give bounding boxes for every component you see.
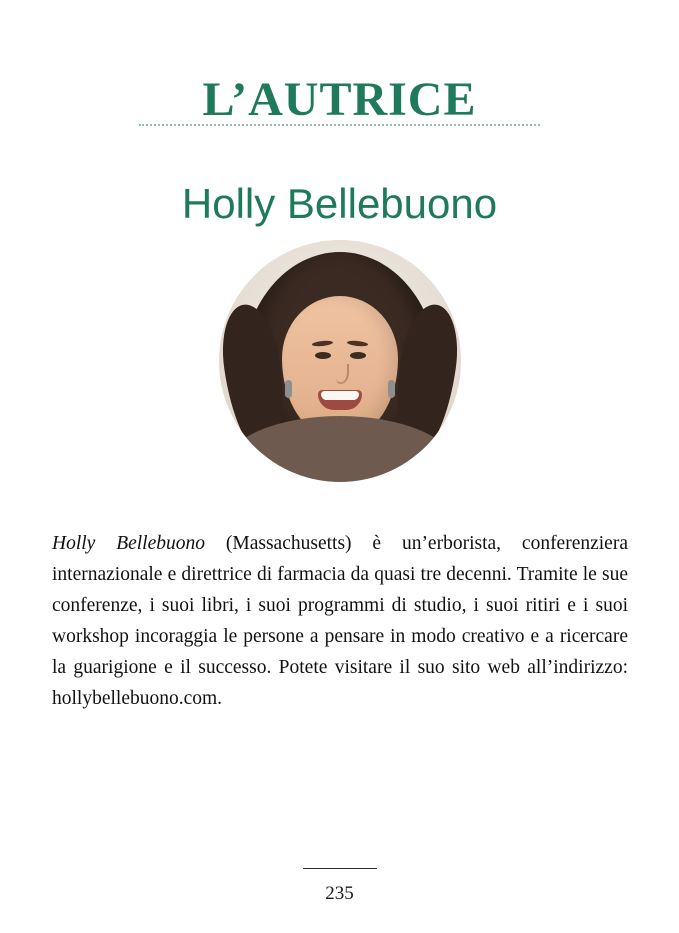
page-number: 235 — [325, 883, 354, 904]
portrait-mouth — [318, 390, 362, 410]
author-bio-lead: Holly Bellebuono — [52, 532, 206, 554]
author-bio — [52, 528, 628, 714]
author-bio-text: (Massachusetts) è un’erborista, conferenziera internazionale e direttrice di farmacia da quasi tre decenni. Tramite le sue conferenze, i suoi libri, i suoi programmi di studio, i suoi ritiri e i suoi workshop incoraggia le persone a pensare in modo creativo e a ricercare la guarigione e il successo. Potete visitare il suo sito web all’indirizzo: hollybellebuono.com. — [52, 532, 628, 709]
title-divider — [139, 124, 540, 126]
author-name: Holly Bellebuono — [181, 179, 498, 227]
portrait-eye-right — [350, 352, 366, 359]
portrait-eye-left — [315, 352, 331, 359]
page-title: L’AUTRICE — [202, 73, 477, 127]
portrait-earring-right — [388, 380, 395, 398]
author-portrait — [219, 240, 461, 482]
portrait-circle — [219, 240, 461, 482]
footer-rule — [303, 868, 377, 869]
portrait-teeth — [321, 391, 359, 400]
portrait-earring-left — [285, 380, 292, 398]
